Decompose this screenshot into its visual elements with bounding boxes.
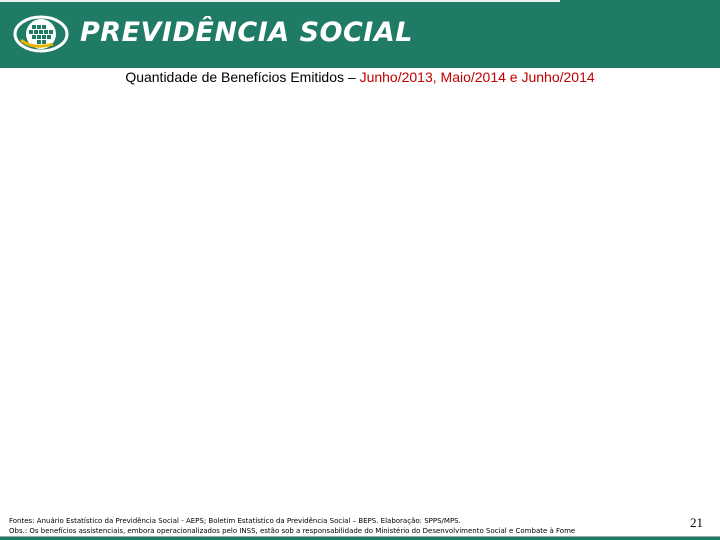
title-highlight: Junho/2013, Maio/2014 e Junho/2014 — [359, 69, 595, 85]
previdencia-logo-icon — [13, 14, 69, 54]
page-number: 21 — [690, 515, 703, 530]
brand-title: PREVIDÊNCIA SOCIAL — [80, 17, 413, 48]
title-prefix: Quantidade de Benefícios Emitidos – — [125, 69, 360, 85]
page-title — [0, 69, 720, 85]
footer-note: Obs.: Os benefícios assistenciais, embora operacionalizados pelo INSS, estão sob a responsabilidade do Ministério do Desenvolvimento Social e Combate à Fome — [9, 527, 576, 535]
footer-notes — [9, 516, 674, 536]
footer-source: Fontes: Anuário Estatístico da Previdência Social - AEPS; Boletim Estatístico da Previdência Social – BEPS. Elaboração: SPPS/MPS. — [9, 517, 461, 525]
header-top-line — [0, 0, 560, 2]
header-bar — [0, 0, 720, 68]
